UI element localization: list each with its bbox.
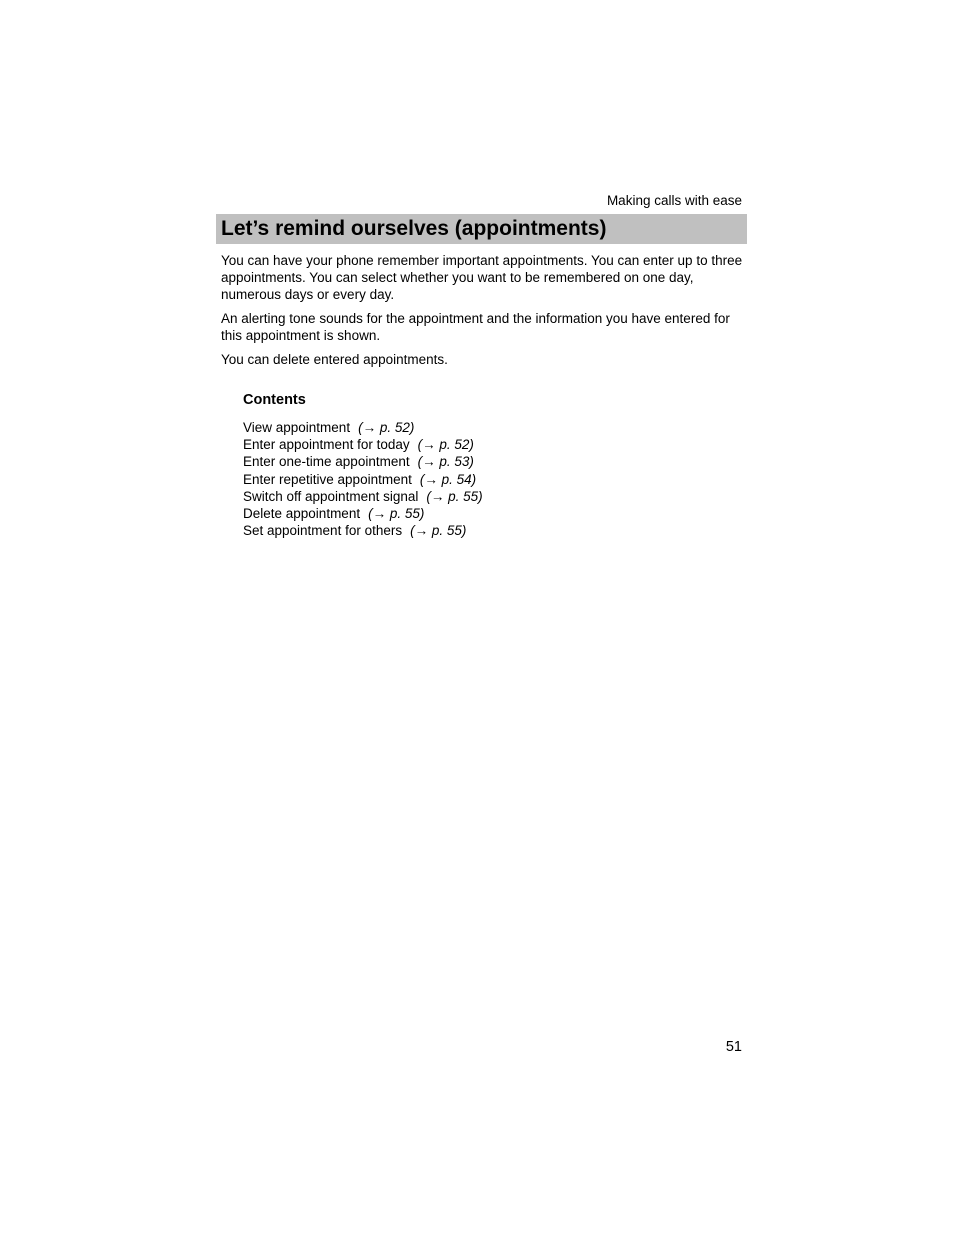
page-reference-link[interactable]: (→ p. 55) [410,523,467,539]
contents-item[interactable] [243,488,723,505]
contents-item-label: Enter repetitive appointment [243,471,412,487]
contents-item[interactable] [243,436,723,453]
contents-heading: Contents [243,392,306,408]
intro-paragraph: You can delete entered appointments. [221,352,448,367]
contents-item-label: Set appointment for others [243,523,403,539]
contents-item-label: Switch off appointment signal [243,488,419,504]
contents-list [243,419,723,539]
contents-section [243,392,723,539]
contents-item[interactable] [243,419,723,436]
page-number: 51 [725,1039,742,1055]
intro-paragraph: An alerting tone sounds for the appointment and the information you have entered for this appointment is shown. [221,311,730,343]
contents-item-label: View appointment [243,420,351,435]
contents-item-label: Enter appointment for today [243,437,410,453]
intro-paragraph: You can have your phone remember important appointments. You can enter up to three appointments. You can select whether you want to be remembered on one day, numerous days or every day. [221,253,743,302]
page-reference-link[interactable]: (→ p. 52) [358,420,415,435]
page-reference-link[interactable]: (→ p. 53) [417,454,474,470]
contents-item-label: Delete appointment [243,506,361,522]
contents-item[interactable] [243,471,723,488]
page-reference-link[interactable]: (→ p. 55) [426,488,483,504]
contents-item[interactable] [243,522,723,539]
section-title-bar [216,214,747,244]
running-header: Making calls with ease [606,193,742,208]
page-reference-link[interactable]: (→ p. 54) [419,471,477,487]
page-reference-link[interactable]: (→ p. 55) [368,506,425,522]
contents-item[interactable] [243,505,723,522]
section-title: Let’s remind ourselves (appointments) [221,217,607,240]
intro-text [221,252,747,375]
contents-item[interactable] [243,453,723,470]
page-reference-link[interactable]: (→ p. 52) [417,437,474,453]
contents-item-label: Enter one-time appointment [243,454,410,470]
